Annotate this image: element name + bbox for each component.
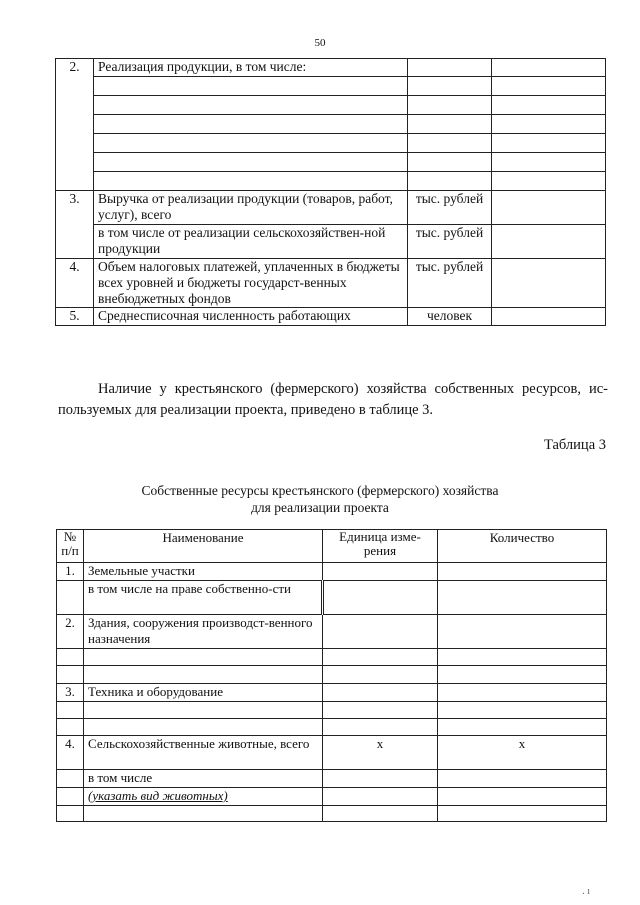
page-number: 50 bbox=[314, 37, 326, 49]
row-unit: тыс. рублей bbox=[408, 191, 492, 225]
row-unit bbox=[408, 59, 492, 77]
row-name bbox=[84, 788, 323, 806]
row-name-hint: (указать вид животных) bbox=[88, 788, 228, 803]
table-title-line-2: для реализации проекта bbox=[251, 500, 389, 515]
table-row bbox=[57, 719, 607, 736]
table-row bbox=[57, 581, 607, 615]
table-row bbox=[57, 806, 607, 822]
row-name: Здания, сооружения производст-венного назначения bbox=[84, 615, 323, 649]
table-row bbox=[56, 77, 606, 96]
table-row bbox=[57, 770, 607, 788]
row-number: 2. bbox=[56, 59, 94, 191]
table-row bbox=[57, 702, 607, 719]
row-name: Выручка от реализации продукции (товаров, работ, услуг), всего bbox=[94, 191, 408, 225]
row-value bbox=[492, 308, 606, 326]
table-row bbox=[57, 788, 607, 806]
row-name: Земельные участки bbox=[84, 563, 323, 581]
production-table bbox=[55, 58, 606, 326]
table-row bbox=[57, 666, 607, 684]
table-row bbox=[56, 191, 606, 225]
table-row bbox=[56, 134, 606, 153]
row-name: Техника и оборудование bbox=[84, 684, 323, 702]
header-unit: Единица изме-рения bbox=[323, 530, 438, 563]
corner-mark: . ı bbox=[582, 886, 590, 897]
table-row bbox=[57, 684, 607, 702]
table-row bbox=[57, 563, 607, 581]
row-number: 4. bbox=[56, 259, 94, 308]
row-number: 2. bbox=[57, 615, 84, 649]
row-number: 4. bbox=[57, 736, 84, 770]
table-row bbox=[56, 225, 606, 259]
row-name: в том числе от реализации сельскохозяйствен-ной продукции bbox=[94, 225, 408, 259]
table-row bbox=[56, 96, 606, 115]
row-name: Реализация продукции, в том числе: bbox=[94, 59, 408, 77]
resources-table bbox=[56, 529, 607, 822]
table-row bbox=[56, 115, 606, 134]
row-value bbox=[492, 191, 606, 225]
row-unit: тыс. рублей bbox=[408, 259, 492, 308]
table-row bbox=[57, 736, 607, 770]
row-value bbox=[492, 59, 606, 77]
row-number: 3. bbox=[56, 191, 94, 259]
row-qty: х bbox=[438, 736, 607, 770]
row-number: 3. bbox=[57, 684, 84, 702]
table-row bbox=[57, 615, 607, 649]
row-name: Объем налоговых платежей, уплаченных в бюджеты всех уровней и бюджеты государст-венных внебюджетных фондов bbox=[94, 259, 408, 308]
row-name: Среднесписочная численность работающих bbox=[94, 308, 408, 326]
table-label: Таблица 3 bbox=[543, 437, 606, 453]
header-qty: Количество bbox=[438, 530, 607, 563]
table-header-row bbox=[57, 530, 607, 563]
header-name: Наименование bbox=[84, 530, 323, 563]
row-unit: х bbox=[323, 736, 438, 770]
table-row bbox=[57, 649, 607, 666]
table-row bbox=[56, 259, 606, 308]
row-unit: тыс. рублей bbox=[408, 225, 492, 259]
row-name: в том числе на праве собственно-сти bbox=[84, 581, 323, 615]
row-unit: человек bbox=[408, 308, 492, 326]
row-unit bbox=[323, 563, 438, 581]
row-qty bbox=[438, 563, 607, 581]
header-num: № п/п bbox=[57, 530, 84, 563]
row-value bbox=[492, 225, 606, 259]
row-number: 1. bbox=[57, 563, 84, 581]
table-title-line-1: Собственные ресурсы крестьянского (фермерского) хозяйства bbox=[141, 483, 499, 498]
row-name: в том числе bbox=[84, 770, 323, 788]
intro-paragraph: Наличие у крестьянского (фермерского) хозяйства собственных ресурсов, ис-пользуемых для реализации проекта, приведено в таблице 3. bbox=[58, 381, 608, 418]
row-name: Сельскохозяйственные животные, всего bbox=[84, 736, 323, 770]
row-number: 5. bbox=[56, 308, 94, 326]
table-row bbox=[56, 308, 606, 326]
table-row bbox=[56, 153, 606, 172]
table-row bbox=[56, 172, 606, 191]
table-title bbox=[0, 482, 640, 516]
table-row bbox=[56, 59, 606, 77]
row-value bbox=[492, 259, 606, 308]
